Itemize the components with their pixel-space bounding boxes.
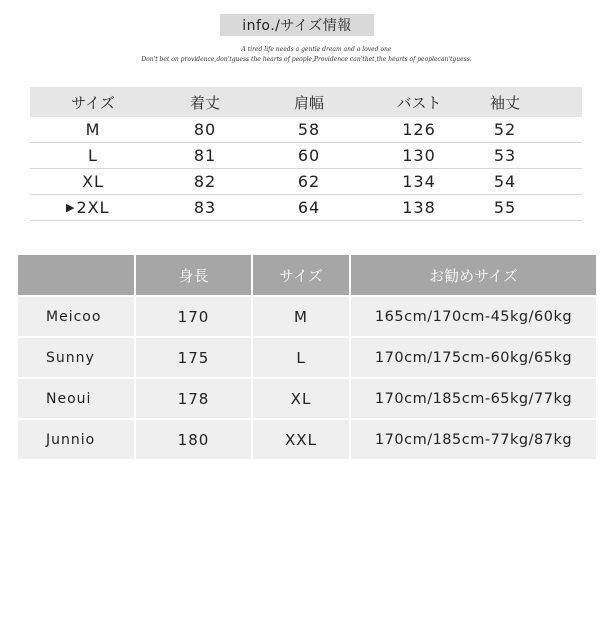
- cell-model-name: Junnio: [18, 420, 134, 459]
- cell-sleeve: 54: [493, 172, 517, 191]
- cell-recommended: 170cm/175cm-60kg/65kg: [351, 338, 596, 377]
- cell-length: 83: [193, 198, 217, 217]
- cell-length: 81: [193, 146, 217, 165]
- cell-size: XL: [82, 172, 104, 191]
- cell-model-name: Sunny: [18, 338, 134, 377]
- tagline: A tired life needs a gentle dream and a loved one: [241, 46, 392, 53]
- size-table-header: [30, 87, 582, 117]
- table-row: [18, 297, 596, 336]
- table-row: [18, 379, 596, 418]
- cell-size: M: [85, 120, 101, 139]
- cell-shoulder: 62: [297, 172, 321, 191]
- cell-shoulder: 64: [297, 198, 321, 217]
- cell-model-name: Meicoo: [18, 297, 134, 336]
- table-row: [18, 338, 596, 377]
- cell-sleeve: 52: [493, 120, 517, 139]
- cell-shoulder: 60: [297, 146, 321, 165]
- cell-model-name: Neoui: [18, 379, 134, 418]
- tagline-secondary: Don't bet on providence,don'tguess the hearts of people,Providence can'thet,the hearts of peoplecan'tguess.: [141, 56, 472, 63]
- page-title-text: info./サイズ情報: [242, 18, 352, 34]
- cell-size: L: [253, 338, 349, 377]
- cell-height: 175: [136, 338, 251, 377]
- table-row: [18, 420, 596, 459]
- header-recommended: お勧めサイズ: [351, 255, 596, 295]
- cell-recommended: 170cm/185cm-65kg/77kg: [351, 379, 596, 418]
- header-size: サイズ: [253, 255, 349, 295]
- cell-sleeve: 55: [493, 198, 517, 217]
- cell-height: 170: [136, 297, 251, 336]
- cell-size: XL: [253, 379, 349, 418]
- table-row: [30, 117, 582, 143]
- cell-bust: 130: [402, 146, 436, 165]
- size-table: [30, 87, 582, 221]
- cell-size: L: [88, 146, 98, 165]
- cell-length: 82: [193, 172, 217, 191]
- cell-size: M: [253, 297, 349, 336]
- cell-recommended: 165cm/170cm-45kg/60kg: [351, 297, 596, 336]
- header-shoulder: 肩幅: [293, 93, 324, 112]
- table-row: [30, 169, 582, 195]
- table-row: [30, 195, 582, 221]
- header-size: サイズ: [71, 93, 115, 112]
- header-model: [18, 255, 134, 295]
- model-table: [16, 253, 598, 461]
- model-table-header: [18, 255, 596, 295]
- header-sleeve: 袖丈: [489, 93, 520, 112]
- cell-shoulder: 58: [297, 120, 321, 139]
- cell-length: 80: [193, 120, 217, 139]
- cell-size: XXL: [253, 420, 349, 459]
- play-marker-icon: ▶: [66, 201, 76, 214]
- header-bust: バスト: [396, 93, 442, 112]
- cell-bust: 138: [402, 198, 436, 217]
- cell-height: 180: [136, 420, 251, 459]
- cell-height: 178: [136, 379, 251, 418]
- page-title: [220, 14, 374, 36]
- cell-size: 2XL: [76, 198, 110, 217]
- cell-bust: 134: [402, 172, 436, 191]
- cell-recommended: 170cm/185cm-77kg/87kg: [351, 420, 596, 459]
- cell-bust: 126: [402, 120, 436, 139]
- table-row: [30, 143, 582, 169]
- header-length: 着丈: [189, 93, 220, 112]
- cell-sleeve: 53: [493, 146, 517, 165]
- header-height: 身長: [136, 255, 251, 295]
